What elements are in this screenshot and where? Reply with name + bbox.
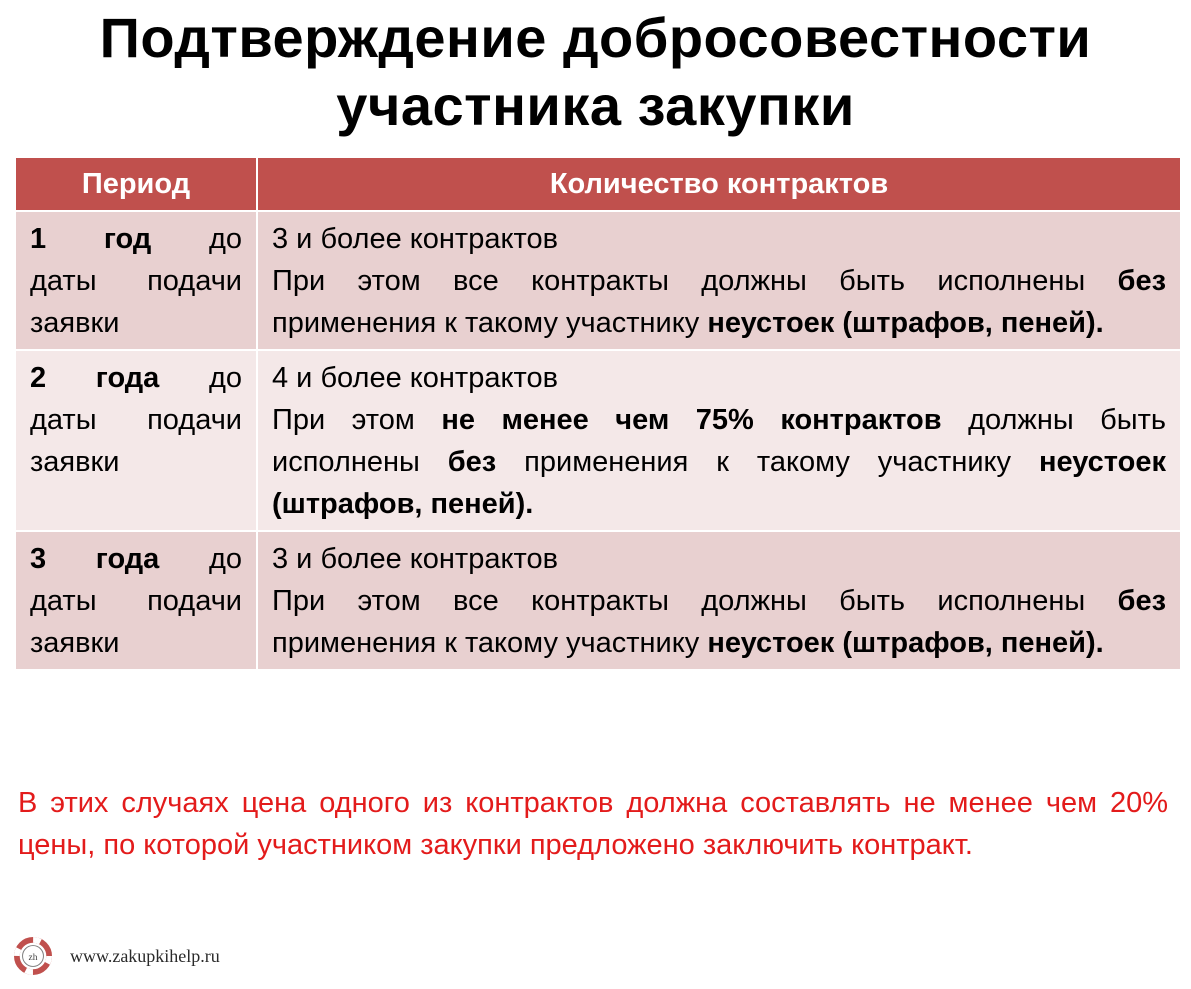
- period-number: 3: [30, 543, 47, 575]
- condition-bez: без: [1117, 265, 1166, 297]
- period-line: [30, 538, 242, 580]
- period-line: [30, 218, 242, 260]
- condition-bez: без: [1117, 585, 1166, 617]
- condition-penalties: неустоек (штрафов, пеней).: [707, 627, 1104, 659]
- period-rest: даты подачи заявки: [30, 265, 242, 339]
- period-to: до: [208, 362, 242, 394]
- slide-title: [0, 4, 1191, 140]
- condition-text: При этом: [272, 404, 415, 436]
- period-cell: [16, 351, 256, 530]
- period-line: [30, 357, 242, 399]
- contract-count: 3 и более контрактов: [272, 543, 558, 575]
- condition-penalties: неустоек (штрафов, пеней).: [272, 446, 1166, 520]
- contract-condition: [272, 580, 1166, 664]
- contracts-cell: [258, 351, 1180, 530]
- table-header-row: [16, 158, 1180, 210]
- period-rest: даты подачи заявки: [30, 404, 242, 478]
- period-cell: [16, 532, 256, 669]
- condition-text: При этом все контракты должны быть исполнены: [272, 585, 1086, 617]
- site-url[interactable]: www.zakupkihelp.ru: [70, 946, 220, 966]
- title-line-2: участника закупки: [336, 74, 855, 137]
- condition-apply: применения к такому участнику: [524, 446, 1012, 478]
- condition-bez: без: [447, 446, 497, 478]
- period-to: до: [208, 223, 243, 255]
- lifebuoy-logo-icon: [14, 937, 52, 975]
- period-cell: [16, 212, 256, 349]
- contracts-cell: [258, 212, 1180, 349]
- contracts-table: [14, 156, 1182, 671]
- period-number: 1: [30, 223, 47, 255]
- logo-text: zh: [28, 952, 38, 963]
- condition-share: не менее чем 75% контрактов: [441, 404, 942, 436]
- contract-condition: [272, 399, 1166, 525]
- period-to: до: [208, 543, 242, 575]
- period-unit: года: [95, 362, 160, 394]
- contracts-cell: [258, 532, 1180, 669]
- header-period: Период: [16, 158, 256, 210]
- period-unit: год: [103, 223, 152, 255]
- price-note: В этих случаях цена одного из контрактов должна составлять не менее чем 20% цены, по которой участником закупки предложено заключить контракт.: [18, 787, 1168, 861]
- header-contracts: Количество контрактов: [258, 158, 1180, 210]
- table-row: [16, 351, 1180, 530]
- condition-text: При этом все контракты должны быть исполнены: [272, 265, 1086, 297]
- table-row: [16, 212, 1180, 349]
- title-line-1: Подтверждение добросовестности: [99, 6, 1092, 69]
- condition-apply: применения к такому участнику: [272, 307, 700, 339]
- contract-count: 4 и более контрактов: [272, 362, 558, 394]
- condition-apply: применения к такому участнику: [272, 627, 700, 659]
- condition-mid: должны быть исполнены: [272, 404, 1167, 478]
- period-rest: даты подачи заявки: [30, 585, 242, 659]
- condition-penalties: неустоек (штрафов, пеней).: [707, 307, 1104, 339]
- contract-count: 3 и более контрактов: [272, 223, 558, 255]
- contract-condition: [272, 260, 1166, 344]
- table-row: [16, 532, 1180, 669]
- period-unit: года: [95, 543, 160, 575]
- period-number: 2: [30, 362, 47, 394]
